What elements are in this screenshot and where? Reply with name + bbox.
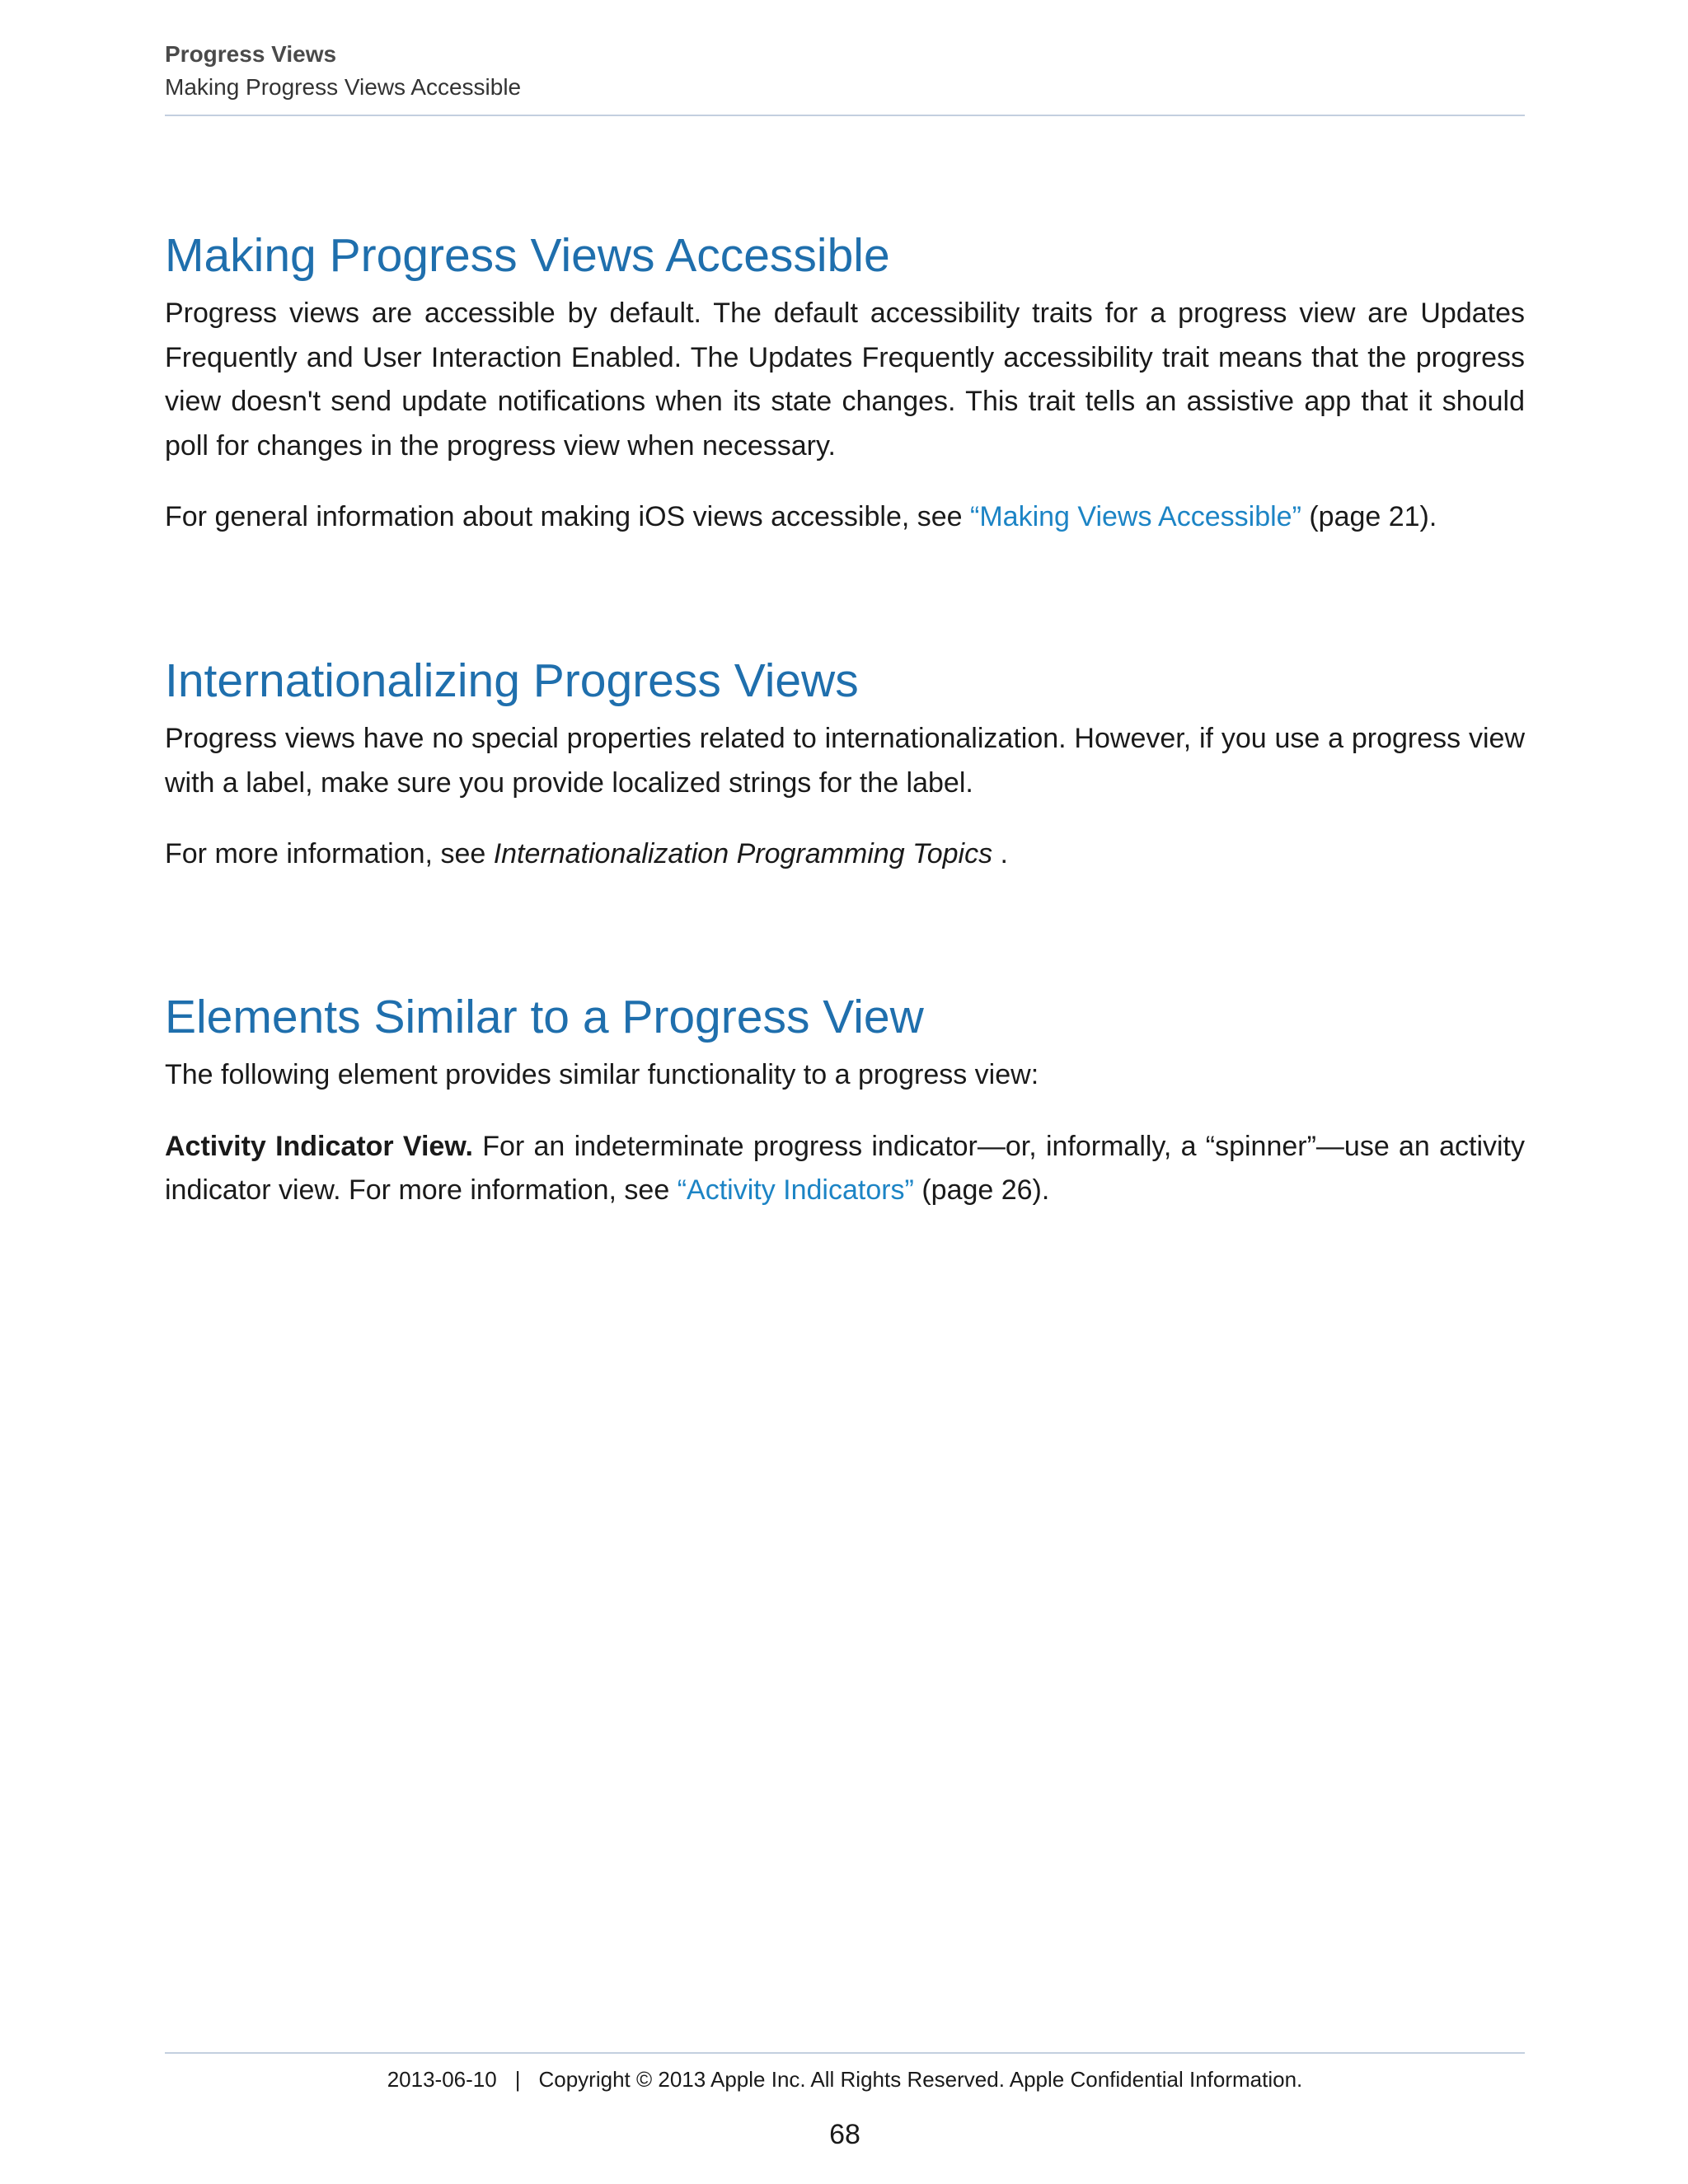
paragraph-text: (page 21). <box>1301 501 1437 532</box>
paragraph-text: . <box>992 838 1009 869</box>
paragraph-text: For general information about making iOS views accessible, see <box>165 501 971 532</box>
section-similar-elements <box>165 986 1525 1213</box>
header-divider <box>165 115 1525 116</box>
section-title: Internationalizing Progress Views <box>165 654 859 707</box>
internationalization-guide-title: Internationalization Programming Topics <box>493 838 993 869</box>
paragraph-text: For an indeterminate progress indicator—or, informally, a “spinner”—use an activity indicator view. For more information, see <box>165 1130 1525 1206</box>
paragraph <box>165 495 1525 540</box>
making-views-accessible-link[interactable]: “Making Views Accessible” <box>970 501 1301 532</box>
activity-indicators-link[interactable]: “Activity Indicators” <box>677 1174 914 1206</box>
paragraph: The following element provides similar functionality to a progress view: <box>165 1059 1039 1090</box>
footer <box>165 2063 1525 2096</box>
section-title: Elements Similar to a Progress View <box>165 991 924 1043</box>
term-activity-indicator-view: Activity Indicator View. <box>165 1130 473 1162</box>
section-title: Making Progress Views Accessible <box>165 229 890 282</box>
footer-divider <box>165 2052 1525 2054</box>
paragraph-text: (page 26). <box>913 1174 1050 1206</box>
footer-separator: | <box>514 2067 521 2092</box>
paragraph: Progress views are accessible by default. The default accessibility traits for a progress view are Updates Frequently and User Interaction Enabled. The Updates Frequently accessibility trait means that the progress view doesn't send update notifications when its state changes. This trait tells an assistive app that it should poll for changes in the progress view when necessary. <box>165 298 1525 462</box>
paragraph-text: For more information, see <box>165 838 494 869</box>
section-internationalization <box>165 649 1525 877</box>
header-chapter-title: Progress Views <box>165 41 337 67</box>
paragraph <box>165 1125 1525 1213</box>
section-accessibility <box>165 224 1525 540</box>
page-number: 68 <box>829 2119 860 2150</box>
header-section-title: Making Progress Views Accessible <box>165 74 522 100</box>
footer-copyright: Copyright © 2013 Apple Inc. All Rights Reserved. Apple Confidential Information. <box>538 2067 1303 2092</box>
running-header <box>165 38 1525 104</box>
footer-date: 2013-06-10 <box>387 2067 497 2092</box>
paragraph <box>165 832 1525 877</box>
paragraph: Progress views have no special properties related to internationalization. However, if you use a progress view with a label, make sure you provide localized strings for the label. <box>165 723 1525 799</box>
